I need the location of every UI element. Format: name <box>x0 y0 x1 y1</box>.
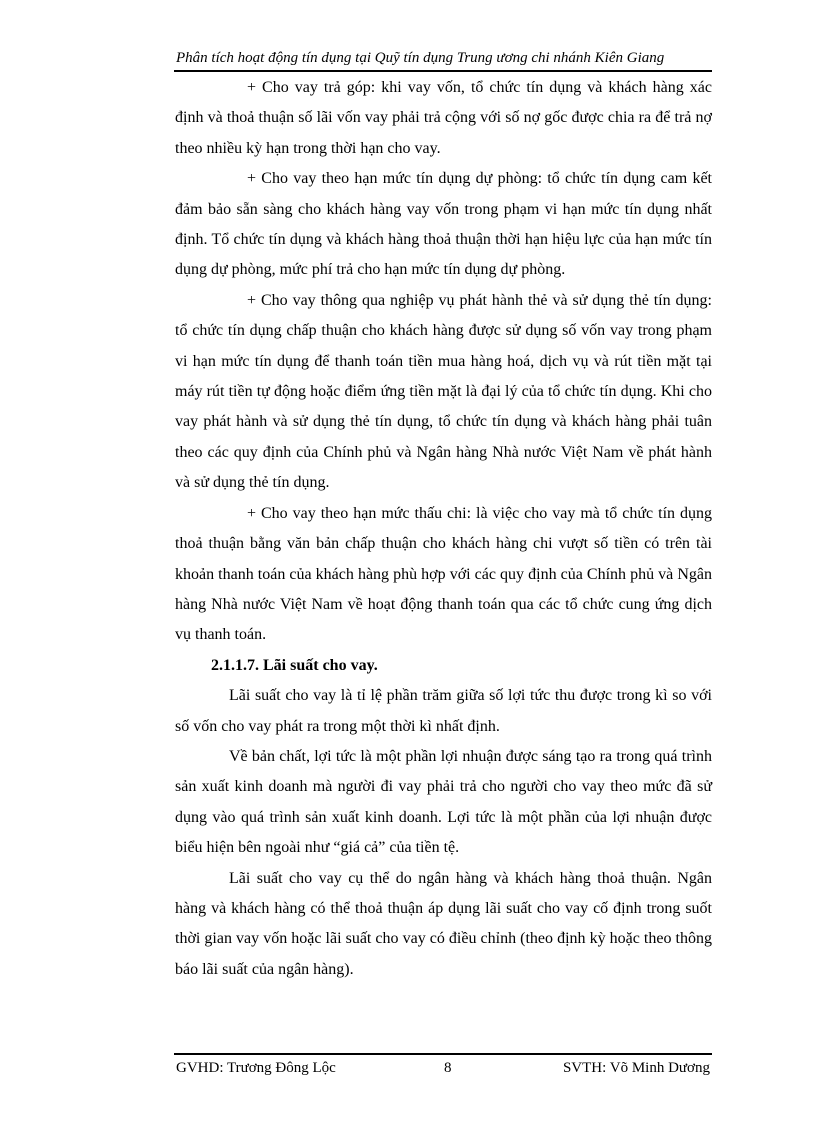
header-divider <box>174 70 712 72</box>
paragraph-interest-specific: Lãi suất cho vay cụ thể do ngân hàng và khách hàng thoả thuận. Ngân hàng và khách hàng có thể thoả thuận áp dụng lãi suất cho vay cố định trong suốt thời gian vay vốn hoặc lãi suất cho vay có điều chỉnh (theo định kỳ hoặc theo thông báo lãi suất của ngân hàng). <box>175 869 712 978</box>
paragraph-interest-definition: Lãi suất cho vay là tỉ lệ phần trăm giữa số lợi tức thu được trong kì so với số vốn cho vay phát ra trong một thời kì nhất định. <box>175 687 712 735</box>
paragraph-interest-nature: Về bản chất, lợi tức là một phần lợi nhuận được sáng tạo ra trong quá trình sản xuất kinh doanh mà người đi vay phải trả cho người cho vay theo mức đã sử dụng vào quá trình sản xuất kinh doanh. Lợi tức là một phần của lợi nhuận được biểu hiện bên ngoài như “giá cả” của tiền tệ. <box>175 747 712 857</box>
paragraph-overdraft-loan: + Cho vay theo hạn mức thấu chi: là việc cho vay mà tổ chức tín dụng thoả thuận bằng văn bản chấp thuận cho khách hàng chi vượt số tiền có trên tài khoản thanh toán của khách hàng phù hợp với các quy định của Chính phủ và Ngân hàng Nhà nước Việt Nam về hoạt động thanh toán qua các tổ chức cung ứng dịch vụ thanh toán. <box>175 504 712 644</box>
paragraph-installment-loan: + Cho vay trả góp: khi vay vốn, tổ chức tín dụng và khách hàng xác định và thoả thuận số lãi vốn vay phải trả cộng với số nợ gốc được chia ra để trả nợ theo nhiều kỳ hạn trong thời hạn cho vay. <box>175 79 712 157</box>
paragraph-credit-card-loan: + Cho vay thông qua nghiệp vụ phát hành thẻ và sử dụng thẻ tín dụng: tổ chức tín dụng chấp thuận cho khách hàng được sử dụng số vốn vay trong phạm vi hạn mức tín dụng để thanh toán tiền mua hàng hoá, dịch vụ và rút tiền mặt tại máy rút tiền tự động hoặc điểm ứng tiền mặt là đại lý của tổ chức tín dụng. Khi cho vay phát hành và sử dụng thẻ tín dụng, tổ chức tín dụng và khách hàng phải tuân theo các quy định của Chính phủ và Ngân hàng Nhà nước Việt Nam về phát hành và sử dụng thẻ tín dụng. <box>175 291 712 492</box>
footer-divider <box>174 1053 712 1055</box>
paragraph-standby-credit-line: + Cho vay theo hạn mức tín dụng dự phòng: tổ chức tín dụng cam kết đảm bảo sẵn sàng cho khách hàng vay vốn trong phạm vi hạn mức tín dụng nhất định. Tổ chức tín dụng và khách hàng thoả thuận thời hạn hiệu lực của hạn mức tín dụng dự phòng, mức phí trả cho hạn mức tín dụng dự phòng. <box>175 170 712 279</box>
page-header-title: Phân tích hoạt động tín dụng tại Quỹ tín dụng Trung ương chi nhánh Kiên Giang <box>176 50 665 66</box>
section-heading-interest-rate: 2.1.1.7. Lãi suất cho vay. <box>211 656 378 674</box>
footer-page-number: 8 <box>444 1060 452 1076</box>
footer-supervisor: GVHD: Trương Đông Lộc <box>176 1060 336 1076</box>
page-body <box>175 73 712 985</box>
footer-student: SVTH: Võ Minh Dương <box>562 1060 710 1076</box>
